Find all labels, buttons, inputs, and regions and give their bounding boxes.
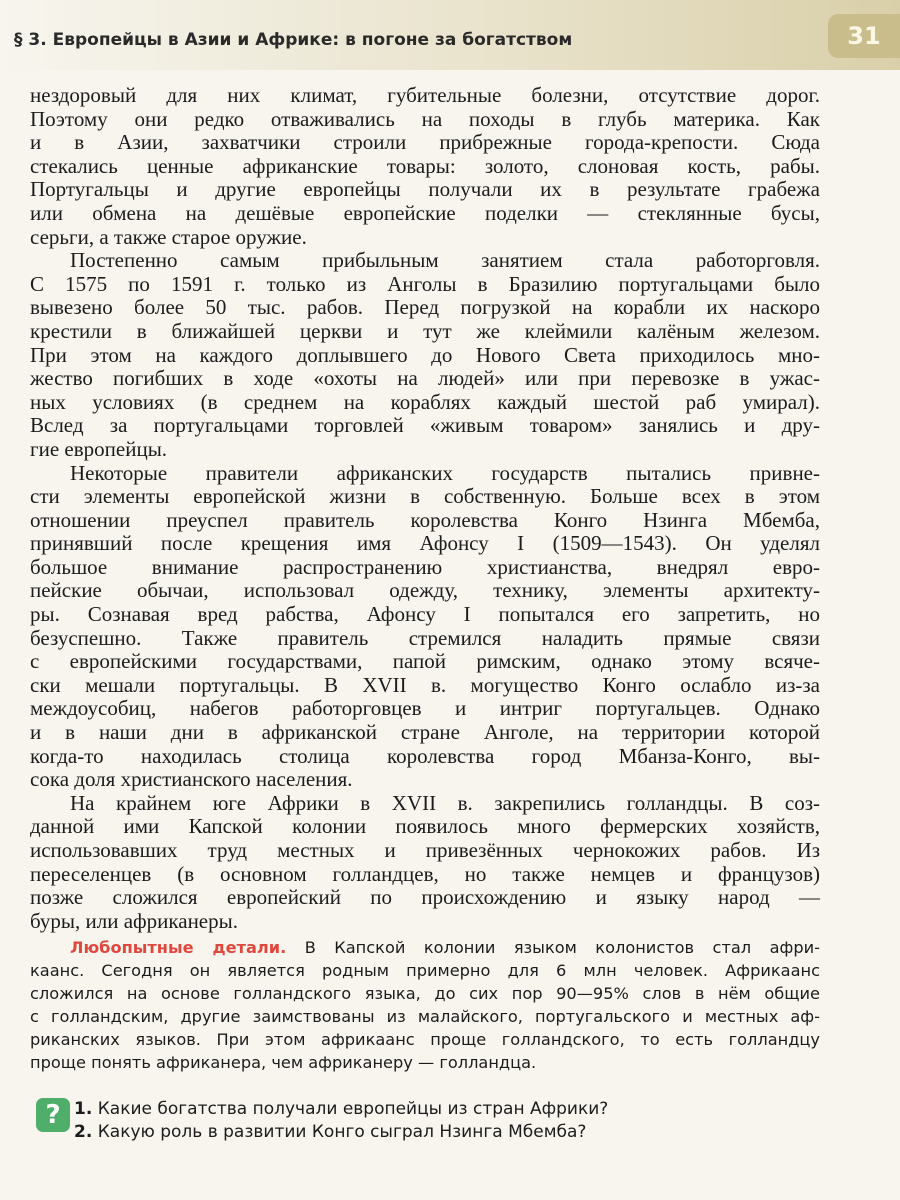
paragraph	[30, 84, 820, 249]
curious-details-box	[30, 937, 820, 1074]
text-line: На крайнем юге Африки в XVII в. закрепились голландцы. В соз-	[70, 790, 820, 815]
section-title: § 3. Европейцы в Азии и Африке: в погоне за богатством	[14, 30, 573, 50]
text-line: когда-то находилась столица королевства город Мбанза-Конго, вы-	[30, 743, 820, 768]
question-item	[74, 1098, 608, 1121]
text-line: серьги, а также старое оружие.	[30, 224, 307, 249]
paragraph	[30, 462, 820, 792]
detail-line: с голландским, другие заимствованы из малайского, португальского и местных аф-	[30, 1006, 820, 1026]
text-line: переселенцев (в основном голландцев, но также немцев и французов)	[30, 861, 820, 886]
text-line: и в Азии, захватчики строили прибрежные города-крепости. Сюда	[30, 130, 820, 155]
text-line: Постепенно самым прибыльным занятием стала работорговля.	[70, 248, 820, 273]
text-line: использовавших труд местных и привезённых чернокожих рабов. Из	[30, 838, 820, 862]
text-line: Поэтому они редко отваживались на походы в глубь материка. Как	[30, 106, 820, 131]
text-line: крестили в ближайшей церкви и тут же клеймили калёным железом.	[30, 318, 820, 343]
question-text: Какую роль в развитии Конго сыграл Нзинга Мбемба?	[92, 1122, 587, 1142]
page-header	[0, 0, 900, 70]
text-line: сти элементы европейской жизни в собственную. Больше всех в этом	[30, 484, 820, 509]
question-text: Какие богатства получали европейцы из стран Африки?	[92, 1099, 609, 1119]
text-line: ры. Сознавая вред рабства, Афонсу I попытался его запретить, но	[30, 602, 820, 627]
text-line: пейские обычаи, использовал одежду, технику, элементы архитекту-	[30, 578, 820, 603]
text-line: При этом на каждого доплывшего до Нового Света приходилось мно-	[30, 342, 820, 367]
text-line: ски мешали португальцы. В XVII в. могущество Конго ослабло из-за	[30, 672, 820, 697]
text-line: с европейскими государствами, папой римским, однако этому всяче-	[30, 649, 820, 674]
text-line: принявший после крещения имя Афонсу I (1509—1543). Он уделял	[30, 531, 820, 556]
text-line: Португальцы и другие европейцы получали их в результате грабежа	[30, 177, 820, 202]
question-number: 2.	[74, 1122, 93, 1142]
detail-first-line	[30, 937, 820, 960]
text-line: большое внимание распространению христианства, внедрял евро-	[30, 554, 820, 579]
question-icon: ?	[36, 1098, 70, 1132]
text-line: безуспешно. Также правитель стремился наладить прямые связи	[30, 625, 820, 650]
text-line: данной ими Капской колонии появилось много фермерских хозяйств,	[30, 814, 820, 839]
text-line: междоусобиц, набегов работорговцев и интриг португальцев. Однако	[30, 696, 820, 721]
text-line: ных условиях (в среднем на кораблях каждый шестой раб умирал).	[30, 389, 820, 414]
text-line: вывезено более 50 тыс. рабов. Перед погрузкой на корабли их наскоро	[30, 295, 820, 320]
detail-text: В Капской колонии языком колонистов стал афри-	[286, 938, 820, 957]
detail-line: каанс. Сегодня он является родным примерно для 6 млн человек. Африкаанс	[30, 960, 820, 980]
text-line: буры, или африканеры.	[30, 908, 238, 933]
text-line: стекались ценные африканские товары: золото, слоновая кость, рабы.	[30, 153, 820, 178]
text-line: гие европейцы.	[30, 436, 168, 461]
question-number: 1.	[74, 1099, 93, 1119]
detail-line: сложился на основе голландского языка, до сих пор 90—95% слов в нём общие	[30, 983, 820, 1003]
question-item	[74, 1121, 608, 1144]
detail-line: риканских языков. При этом африкаанс проще голландского, то есть голландцу	[30, 1029, 820, 1049]
paragraph	[30, 792, 820, 934]
text-line: позже сложился европейский по происхождению и языку народ —	[30, 885, 820, 910]
text-line: сока доля христианского населения.	[30, 767, 353, 792]
detail-heading: Любопытные детали.	[70, 938, 287, 957]
paragraph	[30, 249, 820, 461]
question-list	[74, 1098, 608, 1144]
main-text	[30, 84, 820, 933]
text-line: отношении преуспел правитель королевства Конго Нзинга Мбемба,	[30, 507, 820, 532]
text-line: Некоторые правители африканских государств пытались привне-	[70, 460, 820, 485]
text-line: и в наши дни в африканской стране Анголе, на территории которой	[30, 720, 820, 745]
text-line: Вслед за португальцами торговлей «живым товаром» занялись и дру-	[30, 413, 820, 438]
text-line: жество погибших в ходе «охоты на людей» или при перевозке в ужас-	[30, 366, 820, 391]
text-line: С 1575 по 1591 г. только из Анголы в Бразилию португальцами было	[30, 271, 820, 296]
detail-line: проще понять африканера, чем африканеру — голландца.	[30, 1052, 537, 1072]
page-number: 31	[828, 14, 900, 58]
text-line: или обмена на дешёвые европейские поделки — стеклянные бусы,	[30, 200, 820, 225]
text-line: нездоровый для них климат, губительные болезни, отсутствие дорог.	[30, 83, 820, 107]
